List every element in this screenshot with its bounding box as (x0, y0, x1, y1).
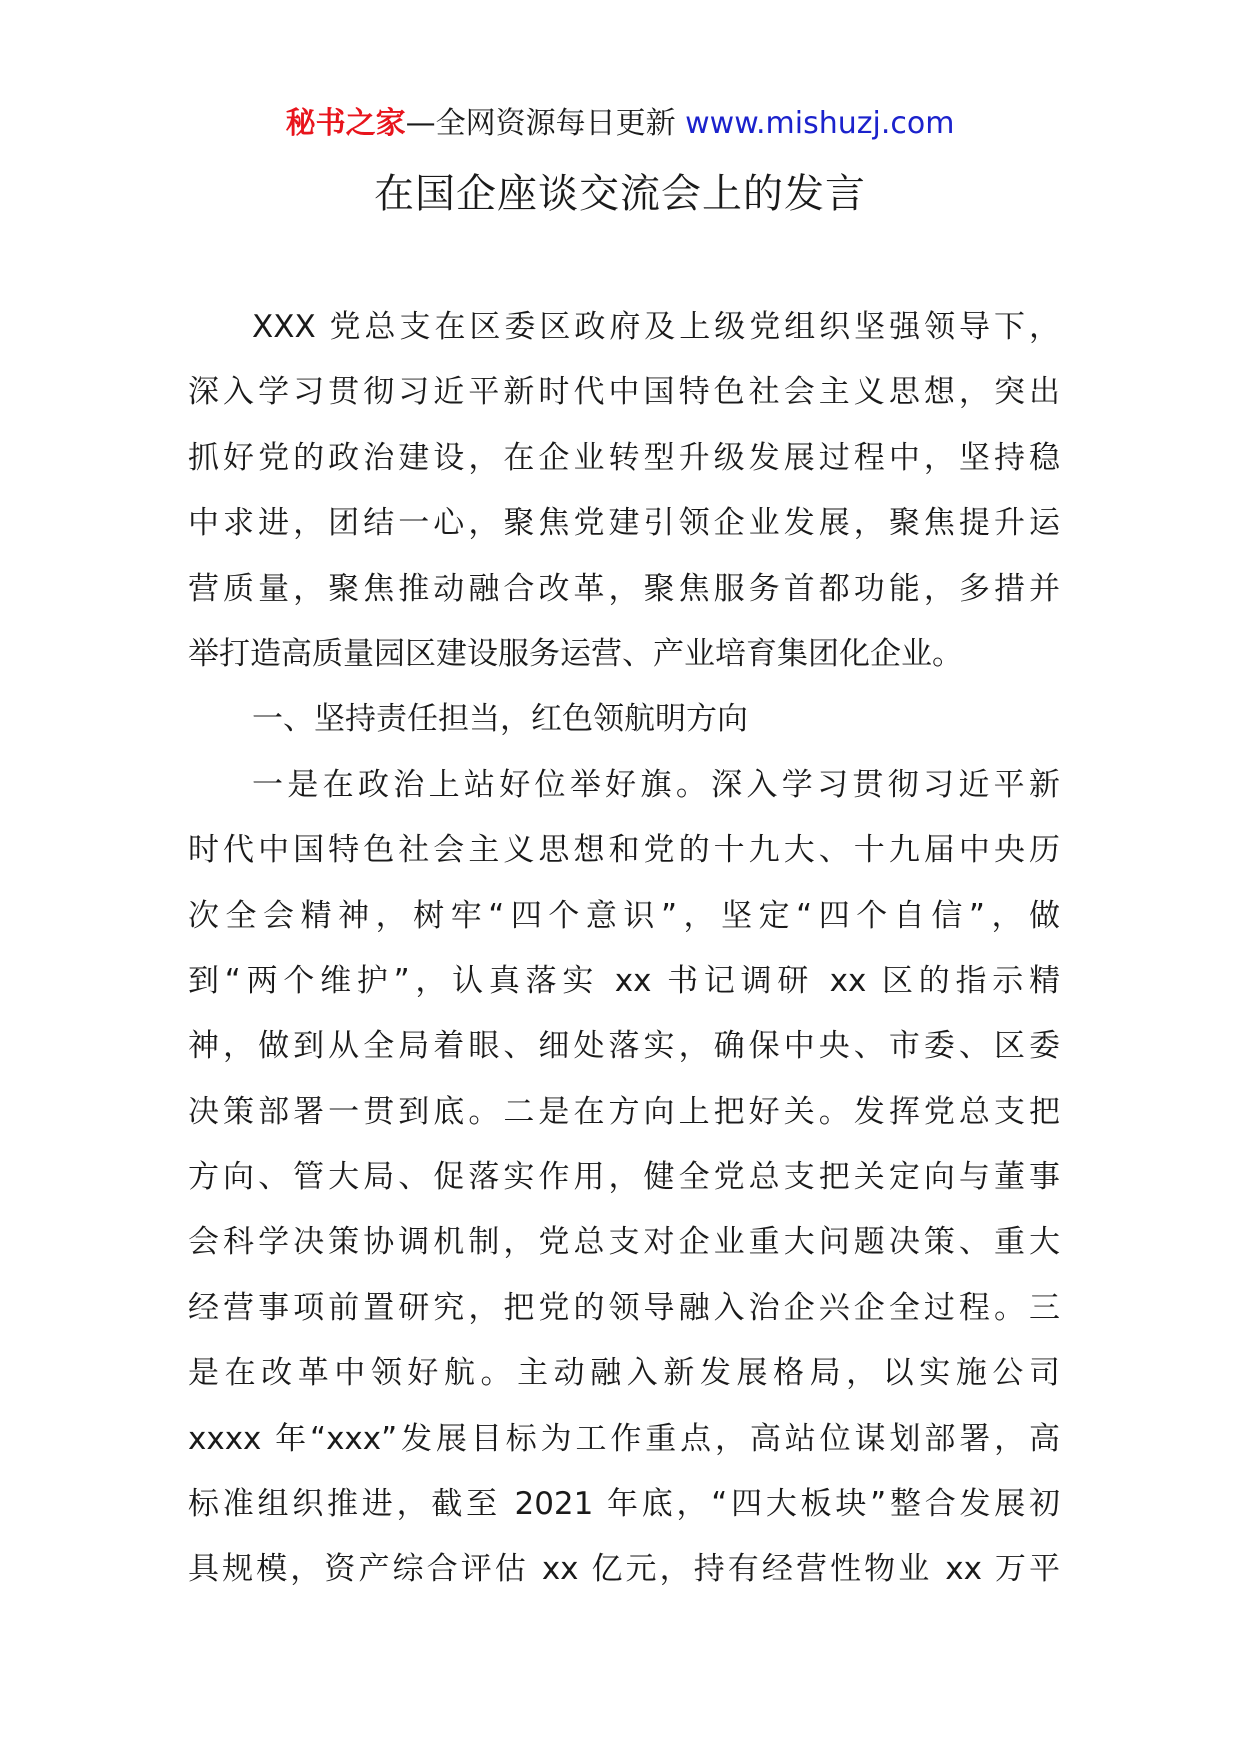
body-line: 标准组织推进，截至 2021 年底，“四大板块”整合发展初 (188, 1486, 1060, 1523)
body-line: 会科学决策协调机制，党总支对企业重大问题决策、重大 (188, 1224, 1060, 1261)
body-line: 深入学习贯彻习近平新时代中国特色社会主义思想，突出 (188, 374, 1060, 411)
document-body (188, 295, 1060, 1603)
site-url-link[interactable]: www.mishuzj.com (685, 106, 955, 141)
brand-name: 秘书之家 (285, 106, 406, 141)
body-line: 决策部署一贯到底。二是在方向上把好关。发挥党总支把 (188, 1093, 1060, 1130)
body-line: XXX 党总支在区委区政府及上级党组织坚强领导下， (252, 309, 1060, 345)
body-line: 时代中国特色社会主义思想和党的十九大、十九届中央历 (188, 832, 1060, 869)
body-line: 举打造高质量园区建设服务运营、产业培育集团化企业。 (188, 635, 963, 672)
body-line: xxxx 年“xxx”发展目标为工作重点，高站位谋划部署，高 (188, 1420, 1060, 1457)
body-line: 方向、管大局、促落实作用，健全党总支把关定向与董事 (188, 1159, 1060, 1196)
body-line: 具规模，资产综合评估 xx 亿元，持有经营性物业 xx 万平 (188, 1551, 1060, 1588)
body-line: 到“两个维护”，认真落实 xx 书记调研 xx 区的指示精 (188, 962, 1060, 999)
body-line: 神，做到从全局着眼、细处落实，确保中央、市委、区委 (188, 1028, 1060, 1065)
site-header (0, 104, 1240, 144)
body-line: 营质量，聚焦推动融合改革，聚焦服务首都功能，多措并 (188, 570, 1060, 607)
body-line: 经营事项前置研究，把党的领导融入治企兴企全过程。三 (188, 1289, 1060, 1326)
body-line: 抓好党的政治建设，在企业转型升级发展过程中，坚持稳 (188, 439, 1060, 476)
document-title: 在国企座谈交流会上的发言 (374, 171, 866, 217)
body-line: 是在改革中领好航。主动融入新发展格局，以实施公司 (188, 1355, 1060, 1392)
header-tagline: —全网资源每日更新 (405, 106, 676, 141)
body-line: 一是在政治上站好位举好旗。深入学习贯彻习近平新 (252, 766, 1060, 803)
section-heading: 一、坚持责任担当，红色领航明方向 (252, 701, 748, 738)
body-line: 中求进，团结一心，聚焦党建引领企业发展，聚焦提升运 (188, 505, 1060, 542)
body-line: 次全会精神，树牢“四个意识”，坚定“四个自信”，做 (188, 897, 1060, 934)
